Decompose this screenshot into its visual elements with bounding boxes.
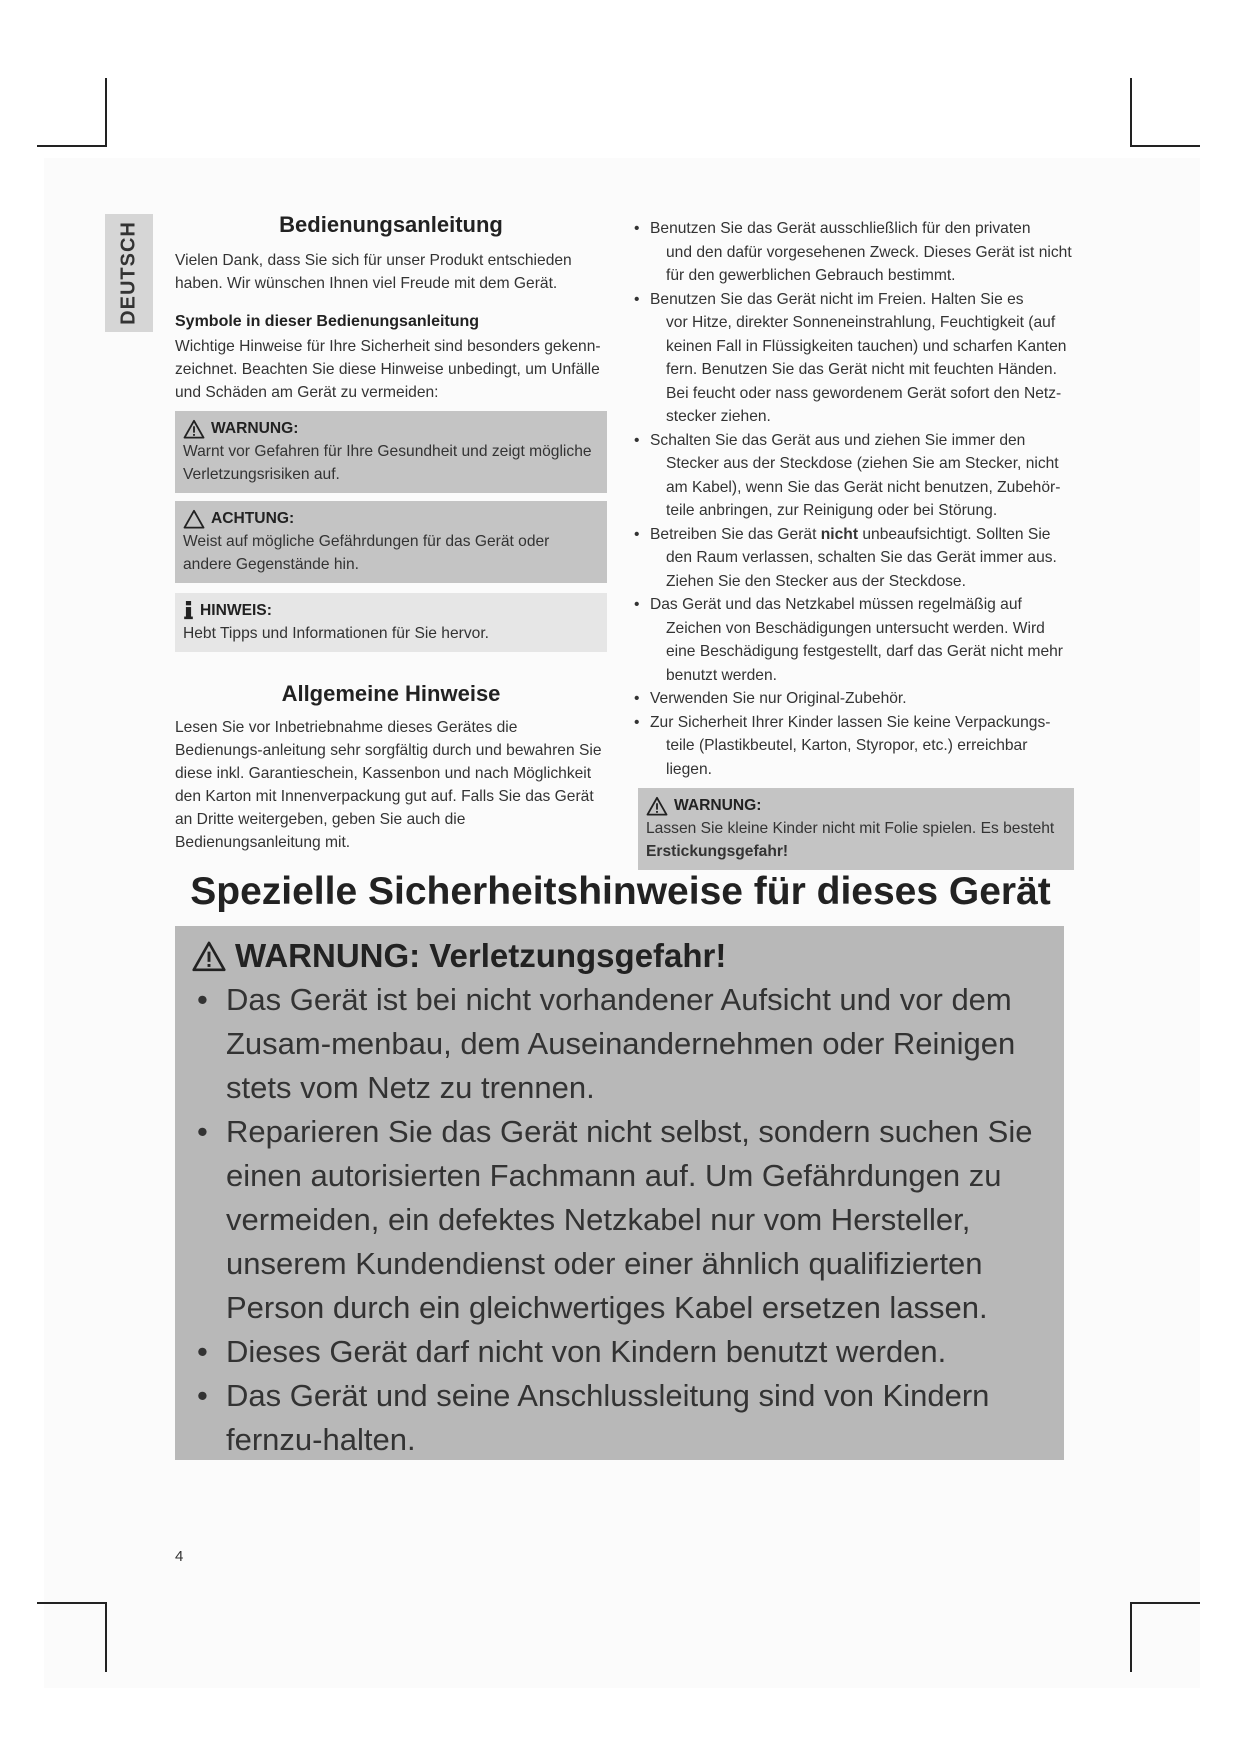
crop-mark (1130, 1602, 1132, 1672)
page-number: 4 (175, 1548, 184, 1565)
special-warning-box (175, 926, 1064, 1460)
intro-text: Vielen Dank, dass Sie sich für unser Produkt entschieden haben. Wir wünschen Ihnen viel Freude mit dem Gerät. (175, 252, 572, 292)
caution-triangle-icon (183, 509, 205, 529)
crop-mark (37, 145, 107, 147)
manual-title: Bedienungsanleitung (279, 212, 503, 237)
choking-warning-box (638, 788, 1074, 870)
warnung-label: WARNUNG: (211, 420, 299, 437)
choking-warning-text: Lassen Sie kleine Kinder nicht mit Folie spielen. Es besteht Erstickungsgefahr! (646, 820, 1055, 860)
warnung-text: Warnt vor Gefahren für Ihre Gesundheit und zeigt mögliche Verletzungsrisiken auf. (183, 443, 592, 483)
warnung-box (175, 411, 607, 493)
right-column (634, 217, 1074, 870)
symbols-text: Wichtige Hinweise für Ihre Sicherheit sind besonders gekenn-zeichnet. Beachten Sie diese Hinweise unbedingt, um Unfälle und Schäden am Gerät zu vermeiden: (175, 338, 601, 401)
hinweis-box (175, 593, 607, 652)
list-item: • Dieses Gerät darf nicht von Kindern benutzt werden. (191, 1330, 1048, 1374)
crop-mark (1130, 1602, 1200, 1604)
warning-triangle-icon (183, 419, 205, 439)
choking-warning-label: WARNUNG: (674, 797, 762, 814)
list-item: • Reparieren Sie das Gerät nicht selbst, sondern suchen Sie einen autorisierten Fachmann auf. Um Gefährdungen zu vermeiden, ein defektes Netzkabel nur vom Hersteller, unserem Kundendienst oder einer ähnlich qualifizierten Person durch ein gleichwertiges Kabel ersetzen lassen. (191, 1110, 1048, 1330)
hinweis-text: Hebt Tipps und Informationen für Sie hervor. (183, 625, 489, 642)
achtung-label: ACHTUNG: (211, 510, 295, 527)
general-text: Lesen Sie vor Inbetriebnahme dieses Gerätes die Bedienungs-anleitung sehr sorgfältig durch und bewahren Sie diese inkl. Garantieschein, Kassenbon und nach Möglichkeit den Karton mit Innenverpackung gut auf. Falls Sie das Gerät an Dritte weitergeben, geben Sie auch die Bedienungsanleitung mit. (175, 719, 602, 851)
list-item: • Benutzen Sie das Gerät ausschließlich für den privaten und den dafür vorgesehenen Zweck. Dieses Gerät ist nicht für den gewerblichen Gebrauch bestimmt. (634, 217, 1074, 288)
warning-triangle-icon (191, 940, 227, 972)
achtung-box (175, 501, 607, 583)
list-item: • Verwenden Sie nur Original-Zubehör. (634, 687, 1074, 711)
achtung-text: Weist auf mögliche Gefährdungen für das Gerät oder andere Gegenstände hin. (183, 533, 550, 573)
language-tab-label: DEUTSCH (117, 221, 140, 325)
crop-mark (1130, 78, 1132, 146)
list-item: • Das Gerät ist bei nicht vorhandener Aufsicht und vor dem Zusam-menbau, dem Auseinandernehmen oder Reinigen stets vom Netz zu trennen. (191, 978, 1048, 1110)
list-item: • Das Gerät und seine Anschlussleitung sind von Kindern fernzu-halten. (191, 1374, 1048, 1462)
symbols-heading: Symbole in dieser Bedienungsanleitung (175, 313, 480, 330)
general-title: Allgemeine Hinweise (281, 681, 501, 706)
crop-mark (105, 78, 107, 146)
warning-triangle-icon (646, 796, 668, 816)
left-column (175, 212, 607, 854)
hinweis-label: HINWEIS: (200, 602, 272, 619)
special-safety-title: Spezielle Sicherheitshinweise für dieses Gerät (190, 870, 1051, 913)
list-item: • Betreiben Sie das Gerät nicht unbeaufsichtigt. Sollten Sie den Raum verlassen, schalten Sie das Gerät immer aus. Ziehen Sie den Stecker aus der Steckdose. (634, 523, 1074, 594)
language-tab (105, 214, 153, 332)
special-warning-heading: WARNUNG: Verletzungsgefahr! (235, 937, 727, 974)
list-item: • Das Gerät und das Netzkabel müssen regelmäßig auf Zeichen von Beschädigungen untersucht werden. Wird eine Beschädigung festgestellt, darf das Gerät nicht mehr benutzt werden. (634, 593, 1074, 687)
list-item: • Zur Sicherheit Ihrer Kinder lassen Sie keine Verpackungs- teile (Plastikbeutel, Karton, Styropor, etc.) erreichbar liegen. (634, 711, 1074, 782)
crop-mark (37, 1602, 107, 1604)
crop-mark (105, 1602, 107, 1672)
info-icon (183, 601, 194, 620)
list-item: • Benutzen Sie das Gerät nicht im Freien. Halten Sie es vor Hitze, direkter Sonneneinstrahlung, Feuchtigkeit (auf keinen Fall in Flüssigkeiten tauchen) und scharfen Kanten fern. Benutzen Sie das Gerät nicht mit feuchten Händen. Bei feucht oder nass gewordenem Gerät sofort den Netz-stecker ziehen. (634, 288, 1074, 429)
crop-mark (1130, 145, 1200, 147)
list-item: • Schalten Sie das Gerät aus und ziehen Sie immer den Stecker aus der Steckdose (ziehen Sie am Stecker, nicht am Kabel), wenn Sie das Gerät nicht benutzen, Zubehör-teile anbringen, zur Reinigung oder bei Störung. (634, 429, 1074, 523)
